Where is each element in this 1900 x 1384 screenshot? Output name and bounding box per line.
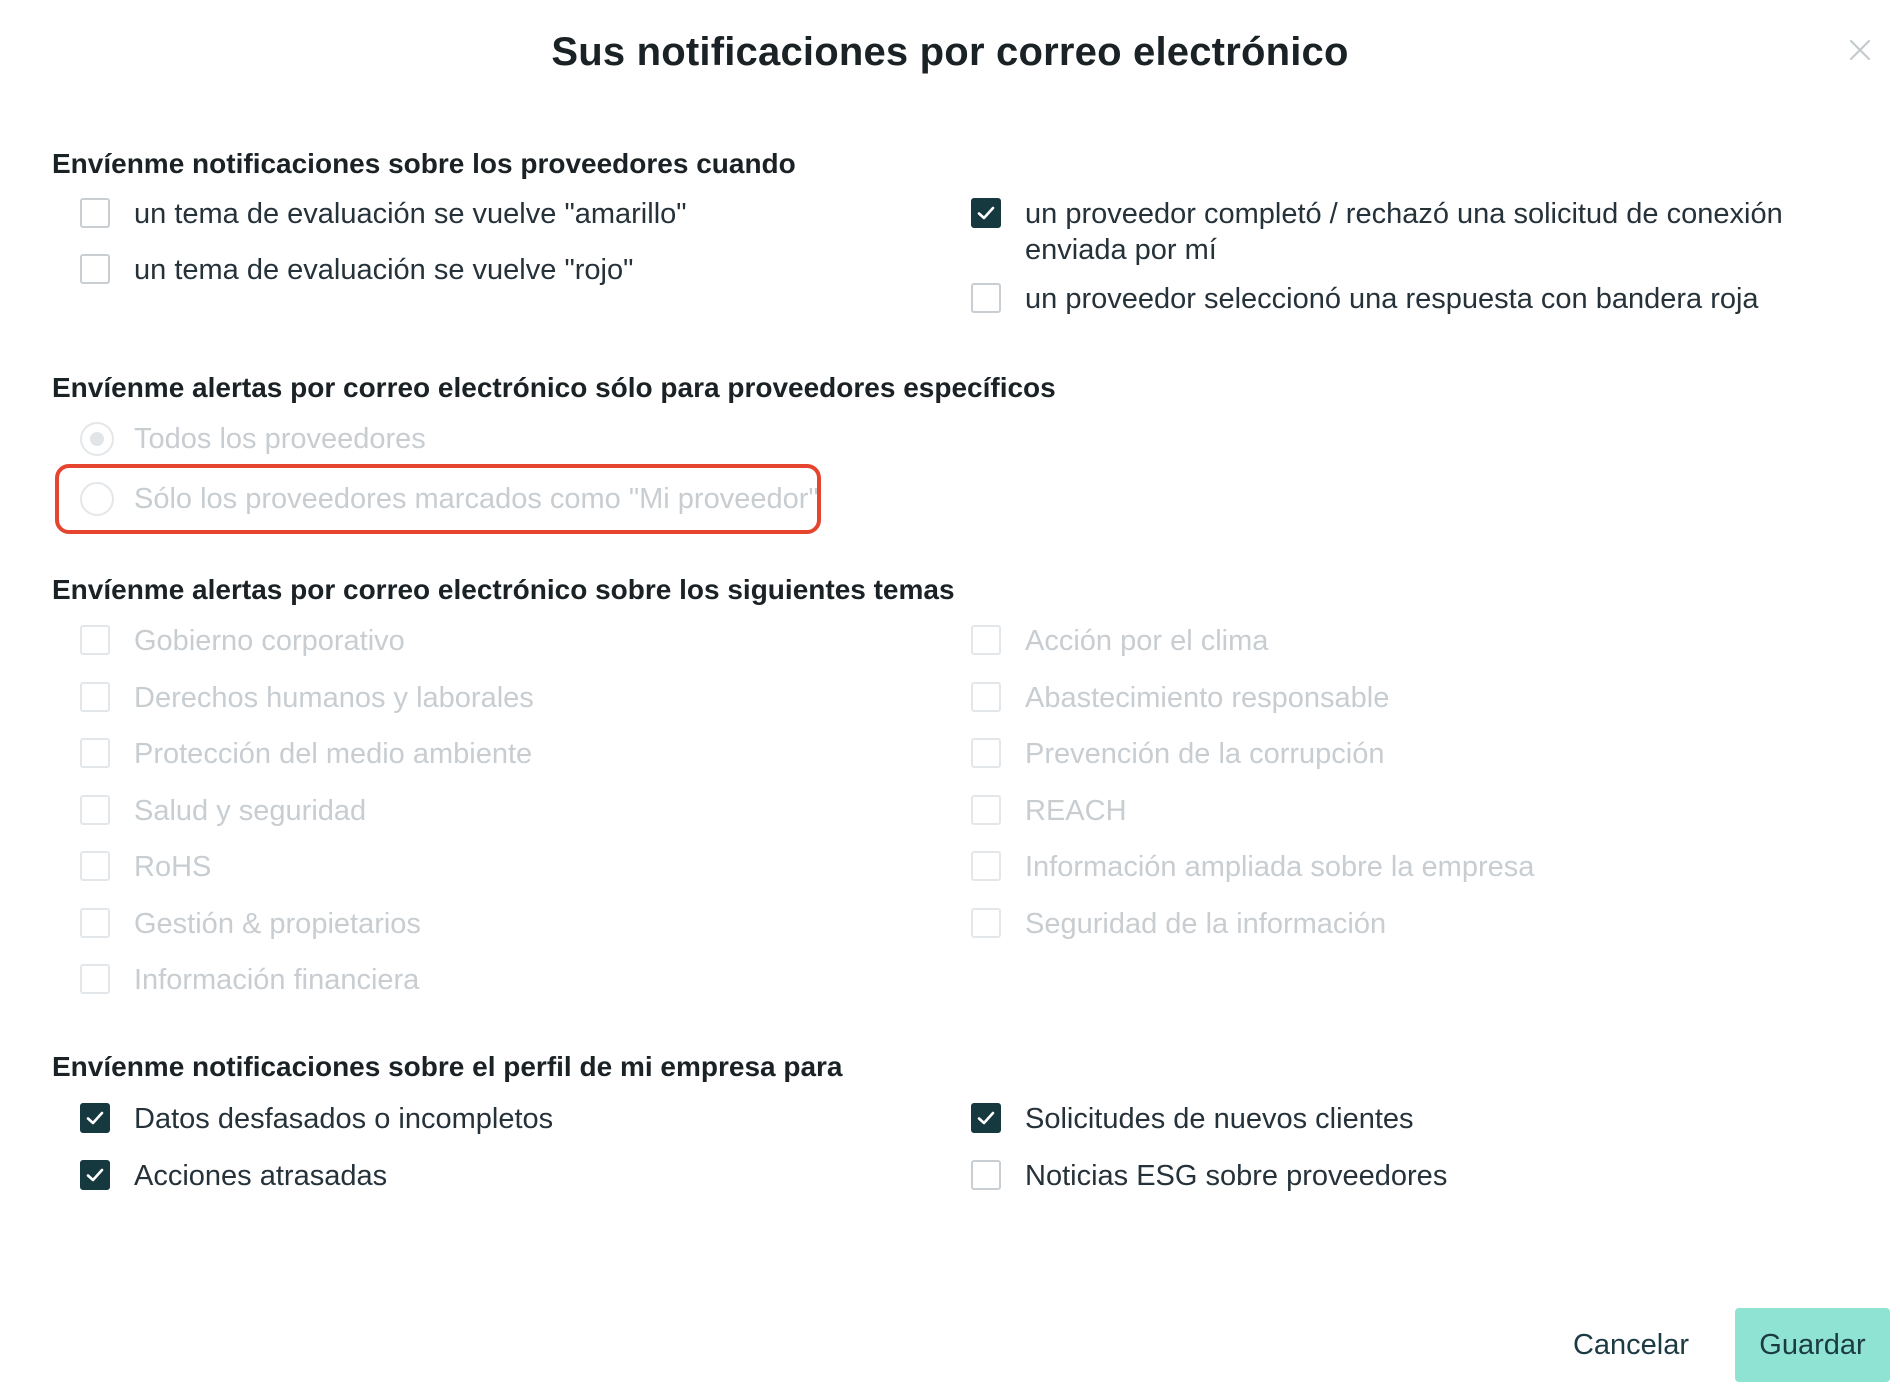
topic-information-security[interactable] bbox=[971, 906, 1386, 942]
highlight-annotation bbox=[55, 464, 821, 534]
option-label: Datos desfasados o incompletos bbox=[134, 1103, 554, 1135]
topic-human-labor-rights[interactable] bbox=[80, 680, 534, 716]
checkbox-topic[interactable] bbox=[971, 625, 1001, 655]
close-icon bbox=[1842, 32, 1878, 68]
option-label: Gestión & propietarios bbox=[134, 908, 421, 940]
checkbox-topic[interactable] bbox=[80, 738, 110, 768]
option-red-topic[interactable] bbox=[80, 252, 633, 288]
option-overdue-actions[interactable] bbox=[80, 1158, 387, 1194]
option-label: Acción por el clima bbox=[1025, 625, 1269, 657]
option-label: Gobierno corporativo bbox=[134, 625, 405, 657]
checkbox-topic[interactable] bbox=[971, 738, 1001, 768]
checkbox-topic[interactable] bbox=[971, 795, 1001, 825]
topic-extended-company-info[interactable] bbox=[971, 849, 1534, 885]
radio-option-all-suppliers[interactable] bbox=[80, 421, 426, 457]
checkbox-connection-request[interactable] bbox=[971, 198, 1001, 228]
option-label: Derechos humanos y laborales bbox=[134, 682, 534, 714]
topic-climate-action[interactable] bbox=[971, 623, 1268, 659]
option-label: REACH bbox=[1025, 795, 1127, 827]
profile-section-heading: Envíenme notificaciones sobre el perfil de mi empresa para bbox=[52, 1051, 843, 1082]
checkbox-topic[interactable] bbox=[80, 908, 110, 938]
option-label: RoHS bbox=[134, 851, 212, 883]
checkbox-red-flag-answer[interactable] bbox=[971, 283, 1001, 313]
option-label: un tema de evaluación se vuelve "amarillo" bbox=[134, 198, 687, 230]
checkbox-esg-news[interactable] bbox=[971, 1160, 1001, 1190]
checkbox-topic[interactable] bbox=[80, 625, 110, 655]
topic-health-safety[interactable] bbox=[80, 793, 366, 829]
option-label: Sólo los proveedores marcados como "Mi proveedor" bbox=[134, 483, 819, 515]
checkbox-topic[interactable] bbox=[971, 908, 1001, 938]
topic-environment[interactable] bbox=[80, 736, 532, 772]
check-icon bbox=[975, 1107, 997, 1129]
topic-reach[interactable] bbox=[971, 793, 1127, 829]
option-connection-request[interactable] bbox=[971, 196, 1791, 268]
option-outdated-data[interactable] bbox=[80, 1101, 553, 1137]
dialog-title: Sus notificaciones por correo electrónico bbox=[551, 30, 1349, 74]
close-button[interactable] bbox=[1842, 32, 1878, 68]
option-esg-news[interactable] bbox=[971, 1158, 1447, 1194]
checkbox-outdated-data[interactable] bbox=[80, 1103, 110, 1133]
option-red-flag-answer[interactable] bbox=[971, 281, 1759, 317]
option-label: un tema de evaluación se vuelve "rojo" bbox=[134, 254, 634, 286]
check-icon bbox=[84, 1107, 106, 1129]
checkbox-new-client-requests[interactable] bbox=[971, 1103, 1001, 1133]
specific-suppliers-heading: Envíenme alertas por correo electrónico sólo para proveedores específicos bbox=[52, 372, 1056, 403]
topic-corporate-governance[interactable] bbox=[80, 623, 405, 659]
save-button[interactable]: Guardar bbox=[1735, 1308, 1890, 1382]
checkbox-topic[interactable] bbox=[971, 682, 1001, 712]
option-label: Información ampliada sobre la empresa bbox=[1025, 851, 1535, 883]
option-new-client-requests[interactable] bbox=[971, 1101, 1414, 1137]
option-yellow-topic[interactable] bbox=[80, 196, 687, 232]
checkbox-yellow-topic[interactable] bbox=[80, 198, 110, 228]
option-label: un proveedor seleccionó una respuesta con bandera roja bbox=[1025, 283, 1759, 315]
suppliers-section-heading: Envíenme notificaciones sobre los proveedores cuando bbox=[52, 148, 796, 179]
option-label: Salud y seguridad bbox=[134, 795, 367, 827]
option-label: Protección del medio ambiente bbox=[134, 738, 533, 770]
option-label: Todos los proveedores bbox=[134, 423, 426, 455]
topic-rohs[interactable] bbox=[80, 849, 211, 885]
checkbox-topic[interactable] bbox=[80, 851, 110, 881]
option-label: Solicitudes de nuevos clientes bbox=[1025, 1103, 1414, 1135]
cancel-button[interactable]: Cancelar bbox=[1555, 1308, 1707, 1382]
check-icon bbox=[84, 1164, 106, 1186]
radio-dot bbox=[90, 432, 104, 446]
checkbox-topic[interactable] bbox=[971, 851, 1001, 881]
option-label: Prevención de la corrupción bbox=[1025, 738, 1385, 770]
option-label: Noticias ESG sobre proveedores bbox=[1025, 1160, 1448, 1192]
topic-responsible-sourcing[interactable] bbox=[971, 680, 1389, 716]
option-label: un proveedor completó / rechazó una solicitud de conexión enviada por mí bbox=[1025, 198, 1783, 266]
option-label: Acciones atrasadas bbox=[134, 1160, 388, 1192]
checkbox-topic[interactable] bbox=[80, 795, 110, 825]
radio-all-suppliers[interactable] bbox=[80, 422, 114, 456]
checkbox-topic[interactable] bbox=[80, 682, 110, 712]
topic-anti-corruption[interactable] bbox=[971, 736, 1384, 772]
option-label: Abastecimiento responsable bbox=[1025, 682, 1390, 714]
checkbox-red-topic[interactable] bbox=[80, 254, 110, 284]
check-icon bbox=[975, 202, 997, 224]
topics-heading: Envíenme alertas por correo electrónico sobre los siguientes temas bbox=[52, 574, 955, 605]
topic-management-owners[interactable] bbox=[80, 906, 421, 942]
topic-financial-info[interactable] bbox=[80, 962, 419, 998]
option-label: Seguridad de la información bbox=[1025, 908, 1387, 940]
checkbox-overdue-actions[interactable] bbox=[80, 1160, 110, 1190]
option-label: Información financiera bbox=[134, 964, 420, 996]
checkbox-topic[interactable] bbox=[80, 964, 110, 994]
